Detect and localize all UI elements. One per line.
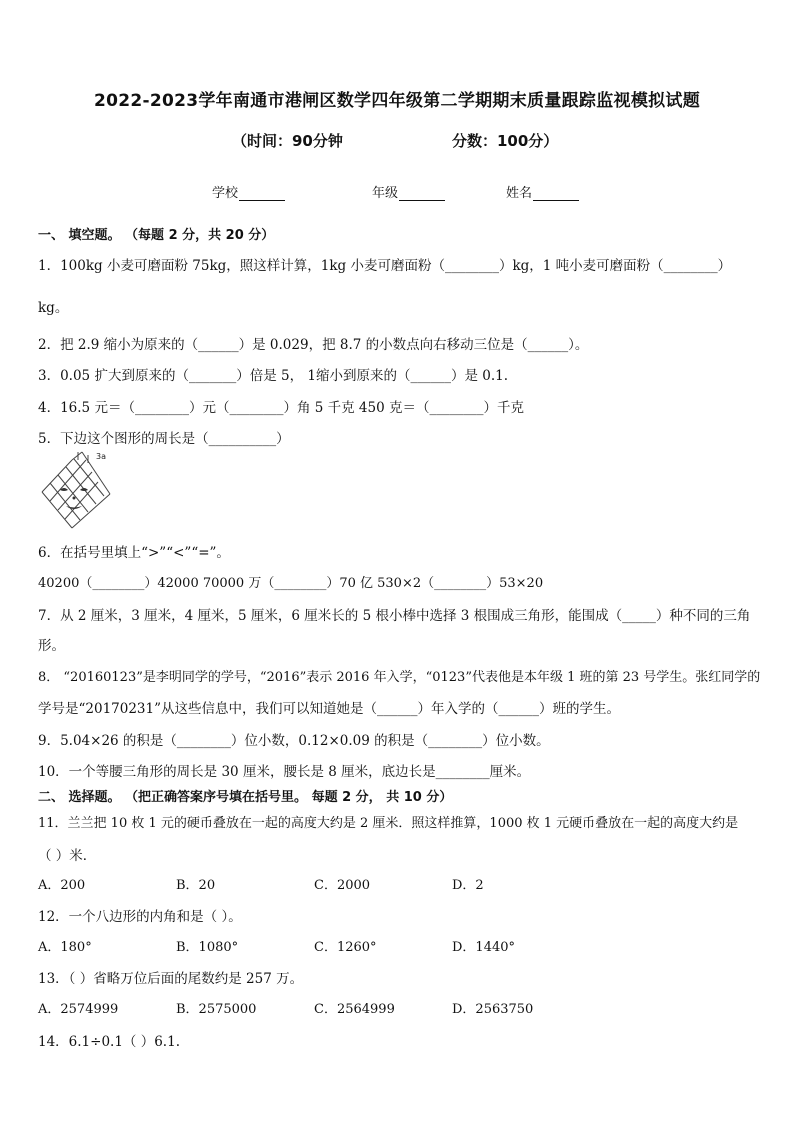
school-blank: [239, 188, 285, 201]
exam-time: （时间：90分钟: [232, 132, 343, 150]
question-11-option-d: D．2: [452, 878, 484, 893]
question-13-option-d: D．2563750: [452, 1002, 534, 1017]
question-13-option-a: A．2574999: [38, 1002, 119, 1017]
question-12-option-d: D．1440°: [452, 940, 516, 955]
question-10: 10．一个等腰三角形的周长是 30 厘米，腰长是 8 厘米，底边长是________厘米。: [38, 764, 531, 780]
grade-blank: [399, 188, 445, 201]
name-blank: [533, 188, 579, 201]
exam-title: 2022-2023学年南通市港闸区数学四年级第二学期期末质量跟踪监视模拟试题: [93, 91, 701, 111]
question-11-line2: （ ）米．: [38, 848, 97, 864]
question-13-option-b: B．2575000: [176, 1002, 257, 1017]
section1-heading: 一、 填空题。 （每题 2 分，共 20 分）: [38, 228, 275, 243]
question-11-option-b: B．20: [176, 878, 216, 893]
question-8-line2: 学号是“20170231”从这些信息中，我们可以知道她是（______）年入学的（______）班的学生。: [38, 701, 621, 717]
question-1-line2: kg。: [38, 300, 69, 316]
question-1-line1: 1．100kg 小麦可磨面粉 75kg，照这样计算，1kg 小麦可磨面粉（________）kg，1 吨小麦可磨面粉（________）: [38, 258, 732, 274]
question-4: 4．16.5 元＝（________）元（________）角 5 千克 450 克＝（________）千克: [38, 400, 524, 416]
question-12-option-a: A．180°: [38, 940, 92, 955]
question-7-line2: 形。: [38, 638, 65, 654]
question-12: 12．一个八边形的内角和是（ ）。: [38, 909, 242, 925]
question-8-line1: 8． “20160123”是李明同学的学号，“2016”表示 2016 年入学，“0123”代表他是本年级 1 班的第 23 号学生。张红同学的: [38, 670, 761, 685]
exam-score: 分数：100分）: [452, 132, 559, 150]
question-6-items: 40200（________）42000 70000 万（________）70 亿 530×2（________）53×20: [38, 576, 544, 591]
question-13-option-c: C．2564999: [314, 1002, 395, 1017]
question-9: 9．5.04×26 的积是（________）位小数，0.12×0.09 的积是（________）位小数。: [38, 733, 550, 749]
name-field: [506, 182, 579, 201]
grade-field: [372, 182, 445, 201]
question-7-line1: 7．从 2 厘米，3 厘米，4 厘米，5 厘米，6 厘米长的 5 根小棒中选择 3 根围成三角形，能围成（_____）种不同的三角: [38, 608, 751, 624]
question-13: 13．（ ）省略万位后面的尾数约是 257 万。: [38, 971, 304, 987]
question-5: 5．下边这个图形的周长是（__________）: [38, 431, 290, 447]
staircase-grid-figure: [38, 450, 118, 532]
name-label: 姓名: [506, 186, 533, 201]
question-11-line1: 11．兰兰把 10 枚 1 元的硬币叠放在一起的高度大约是 2 厘米．照这样推算，1000 枚 1 元硬币叠放在一起的高度大约是: [38, 816, 739, 831]
section2-heading: 二、 选择题。 （把正确答案序号填在括号里。 每题 2 分， 共 10 分）: [38, 790, 453, 805]
question-2: 2．把 2.9 缩小为原来的（______）是 0.029，把 8.7 的小数点向右移动三位是（______）。: [38, 337, 589, 353]
question-14: 14．6.1÷0.1（ ）6.1.: [38, 1034, 180, 1050]
school-label: 学校: [212, 186, 239, 201]
question-3: 3．0.05 扩大到原来的（_______）倍是 5， 1缩小到原来的（______）是 0.1.: [38, 368, 509, 384]
question-12-option-c: C．1260°: [314, 940, 377, 955]
school-field: [212, 182, 285, 201]
question-11-option-a: A．200: [38, 878, 86, 893]
question-6: 6．在括号里填上“>”“<”“=”。: [38, 545, 230, 561]
question-12-option-b: B．1080°: [176, 940, 239, 955]
grade-label: 年级: [372, 186, 399, 201]
figure-label: 3a: [96, 452, 106, 461]
question-11-option-c: C．2000: [314, 878, 371, 893]
